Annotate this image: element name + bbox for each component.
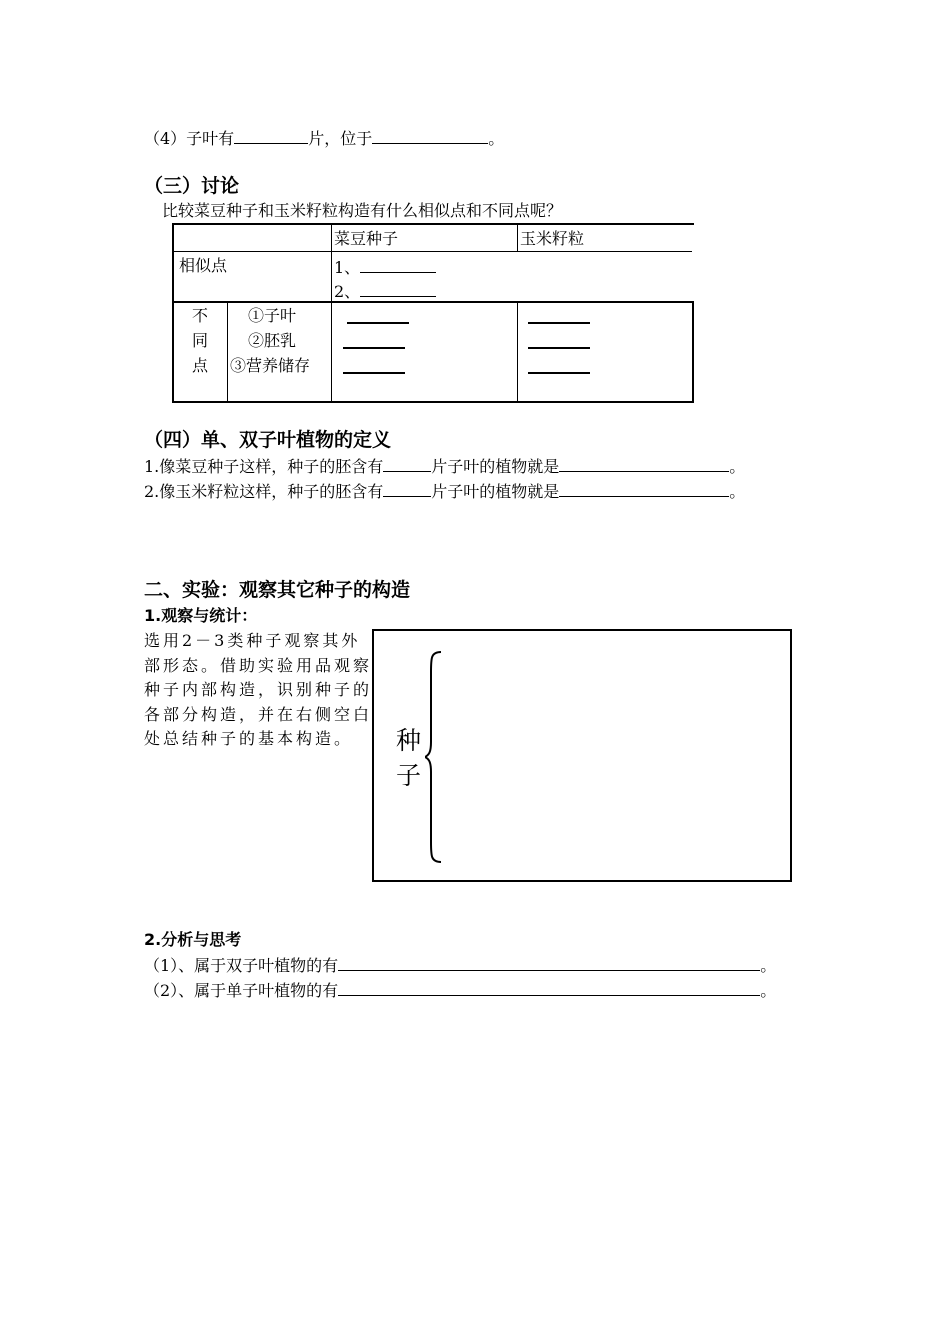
diff-label-char-1: 不 xyxy=(192,306,209,325)
definition-heading: （四）单、双子叶植物的定义 xyxy=(144,429,392,451)
definition-2-type-blank[interactable] xyxy=(559,481,729,497)
similar-label: 相似点 xyxy=(179,256,228,275)
experiment-instructions: 选用2－3类种子观察其外部形态。借助实验用品观察种子内部构造，识别种子的各部分构造，并在右侧空白处总结种子的基本构造。 xyxy=(144,631,373,748)
analysis-subheading: 2.分析与思考 xyxy=(144,930,242,949)
experiment-heading: 二、实验：观察其它种子的构造 xyxy=(144,579,411,601)
table-col-divider-1 xyxy=(331,223,332,403)
q4-mid: 片，位于 xyxy=(308,129,373,148)
corn-storage-blank[interactable] xyxy=(528,372,590,374)
diff-label-char-3: 点 xyxy=(192,356,209,375)
definition-1-count-blank[interactable] xyxy=(383,456,431,472)
definition-2-text-a: 2.像玉米籽粒这样，种子的胚含有 xyxy=(144,482,384,501)
bean-storage-blank[interactable] xyxy=(343,372,405,374)
similar-item-2-blank[interactable] xyxy=(360,281,436,297)
diff-item-endosperm: ②胚乳 xyxy=(248,331,297,350)
table-header-divider xyxy=(172,251,692,252)
analysis-q1-end: 。 xyxy=(760,956,777,975)
analysis-q2-end: 。 xyxy=(760,981,777,1000)
question-4 xyxy=(144,128,504,149)
diff-item-cotyledon: ①子叶 xyxy=(248,306,297,325)
analysis-question-1 xyxy=(144,955,776,976)
definition-1-end: 。 xyxy=(729,457,746,476)
table-col-divider-2-lower xyxy=(517,301,518,403)
definition-2-count-blank[interactable] xyxy=(383,481,431,497)
table-diff-label-divider xyxy=(227,301,228,403)
definition-line-1 xyxy=(144,456,745,477)
corn-endosperm-blank[interactable] xyxy=(528,347,590,349)
diff-label-char-2: 同 xyxy=(192,331,209,350)
discussion-heading: （三）讨论 xyxy=(144,175,240,197)
bean-cotyledon-blank[interactable] xyxy=(347,322,409,324)
monocot-answer-blank[interactable] xyxy=(338,980,760,996)
definition-line-2 xyxy=(144,481,745,502)
similar-item-2-label: 2、 xyxy=(334,282,361,301)
corn-cotyledon-blank[interactable] xyxy=(528,322,590,324)
definition-1-text-b: 片子叶的植物就是 xyxy=(431,457,560,476)
similar-item-1-label: 1、 xyxy=(334,258,361,277)
bean-endosperm-blank[interactable] xyxy=(343,347,405,349)
q4-count-blank[interactable] xyxy=(234,128,308,144)
analysis-q2-text: （2）、属于单子叶植物的有 xyxy=(144,981,339,1000)
seed-label-char-1: 种 xyxy=(396,726,422,755)
seed-label-char-2: 子 xyxy=(396,761,422,790)
table-border-right xyxy=(692,301,694,403)
table-border-bottom xyxy=(172,401,694,403)
definition-1-text-a: 1.像菜豆种子这样，种子的胚含有 xyxy=(144,457,384,476)
dicot-answer-blank[interactable] xyxy=(338,955,760,971)
definition-1-type-blank[interactable] xyxy=(559,456,729,472)
definition-2-end: 。 xyxy=(729,482,746,501)
analysis-question-2 xyxy=(144,980,776,1001)
brace-icon xyxy=(425,650,447,864)
table-header-corn: 玉米籽粒 xyxy=(520,229,585,248)
definition-2-text-b: 片子叶的植物就是 xyxy=(431,482,560,501)
similar-item-1-blank[interactable] xyxy=(360,257,436,273)
analysis-q1-text: （1）、属于双子叶植物的有 xyxy=(144,956,339,975)
similar-item-2 xyxy=(334,281,436,302)
discussion-question: 比较菜豆种子和玉米籽粒构造有什么相似点和不同点呢？ xyxy=(162,201,563,220)
table-header-bean: 菜豆种子 xyxy=(334,229,399,248)
table-border-top xyxy=(172,223,694,225)
diff-item-storage: ③营养储存 xyxy=(230,356,311,375)
q4-prefix: （4）子叶有 xyxy=(144,129,235,148)
table-col-divider-2 xyxy=(517,223,518,252)
observe-subheading: 1.观察与统计： xyxy=(144,606,258,625)
table-border-left xyxy=(172,223,174,403)
q4-end: 。 xyxy=(488,129,505,148)
q4-position-blank[interactable] xyxy=(372,128,488,144)
similar-item-1 xyxy=(334,257,436,278)
